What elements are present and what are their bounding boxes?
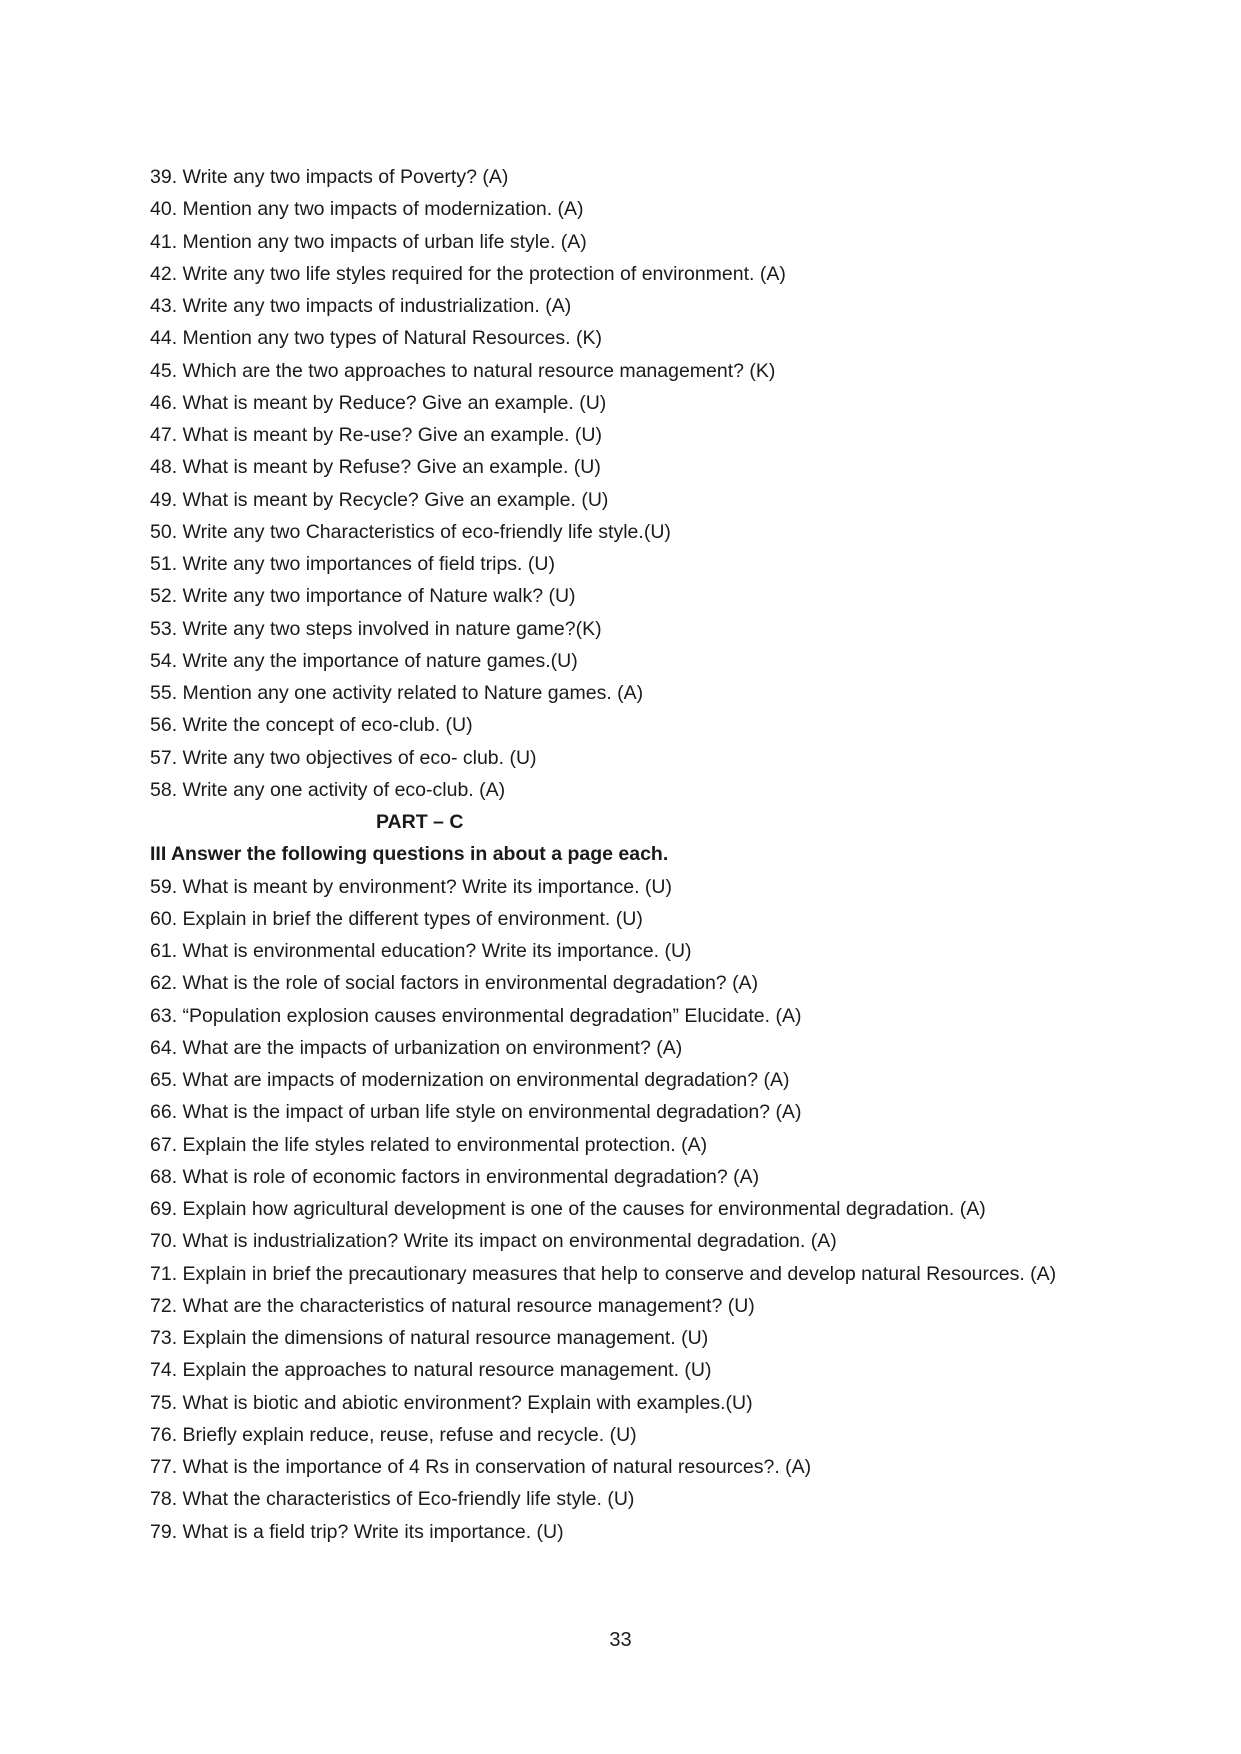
page-number: 33: [609, 1629, 632, 1651]
question-42: 42. Write any two life styles required for the protection of environment. (A): [150, 262, 786, 285]
question-59: 59. What is meant by environment? Write its importance. (U): [150, 875, 672, 898]
question-65: 65. What are impacts of modernization on environmental degradation? (A): [150, 1069, 790, 1091]
question-46: 46. What is meant by Reduce? Give an example. (U): [150, 391, 607, 414]
question-53: 53. Write any two steps involved in nature game?(K): [150, 617, 602, 640]
question-52: 52. Write any two importance of Nature walk? (U): [150, 585, 576, 608]
question-51: 51. Write any two importances of field trips. (U): [150, 553, 555, 575]
question-61: 61. What is environmental education? Write its importance. (U): [150, 940, 692, 962]
question-54: 54. Write any the importance of nature games.(U): [150, 649, 578, 672]
part-c-question-list: [150, 871, 1210, 1548]
question-79: 79. What is a field trip? Write its importance. (U): [150, 1520, 564, 1543]
question-66: 66. What is the impact of urban life style on environmental degradation? (A): [150, 1101, 802, 1124]
question-74: 74. Explain the approaches to natural resource management. (U): [150, 1359, 712, 1382]
part-c-instruction: III Answer the following questions in about a page each.: [150, 843, 669, 866]
question-78: 78. What the characteristics of Eco-friendly life style. (U): [150, 1488, 635, 1511]
question-44: 44. Mention any two types of Natural Resources. (K): [150, 327, 602, 350]
question-68: 68. What is role of economic factors in environmental degradation? (A): [150, 1165, 760, 1188]
question-75: 75. What is biotic and abiotic environment? Explain with examples.(U): [150, 1391, 753, 1414]
question-58: 58. Write any one activity of eco-club. (A): [150, 778, 506, 801]
question-67: 67. Explain the life styles related to environmental protection. (A): [150, 1133, 708, 1156]
question-69: 69. Explain how agricultural development is one of the causes for environmental degradation. (A): [150, 1198, 986, 1220]
question-49: 49. What is meant by Recycle? Give an example. (U): [150, 488, 609, 511]
question-63: 63. “Population explosion causes environmental degradation” Elucidate. (A): [150, 1004, 802, 1027]
question-70: 70. What is industrialization? Write its impact on environmental degradation. (A): [150, 1230, 837, 1253]
question-64: 64. What are the impacts of urbanization on environment? (A): [150, 1036, 683, 1059]
question-72: 72. What are the characteristics of natural resource management? (U): [150, 1294, 755, 1317]
question-73: 73. Explain the dimensions of natural resource management. (U): [150, 1327, 709, 1349]
question-62: 62. What is the role of social factors in environmental degradation? (A): [150, 972, 759, 995]
part-c-heading: PART – C: [376, 811, 464, 833]
question-50: 50. Write any two Characteristics of eco-friendly life style.(U): [150, 520, 671, 543]
question-71: 71. Explain in brief the precautionary measures that help to conserve and develop natural Resources. (A): [150, 1262, 1057, 1285]
part-b-question-list: [150, 161, 1210, 806]
question-56: 56. Write the concept of eco-club. (U): [150, 714, 473, 737]
question-43: 43. Write any two impacts of industrialization. (A): [150, 295, 572, 317]
question-41: 41. Mention any two impacts of urban life style. (A): [150, 230, 587, 253]
question-76: 76. Briefly explain reduce, reuse, refuse and recycle. (U): [150, 1423, 637, 1446]
question-47: 47. What is meant by Re-use? Give an example. (U): [150, 424, 602, 446]
question-48: 48. What is meant by Refuse? Give an example. (U): [150, 456, 601, 479]
question-39: 39. Write any two impacts of Poverty? (A): [150, 166, 509, 188]
question-77: 77. What is the importance of 4 Rs in conservation of natural resources?. (A): [150, 1456, 812, 1478]
question-55: 55. Mention any one activity related to Nature games. (A): [150, 682, 644, 704]
question-60: 60. Explain in brief the different types of environment. (U): [150, 907, 643, 930]
question-57: 57. Write any two objectives of eco- club. (U): [150, 746, 537, 769]
question-45: 45. Which are the two approaches to natural resource management? (K): [150, 359, 776, 382]
question-40: 40. Mention any two impacts of modernization. (A): [150, 198, 584, 221]
question-page: [150, 161, 1210, 1548]
